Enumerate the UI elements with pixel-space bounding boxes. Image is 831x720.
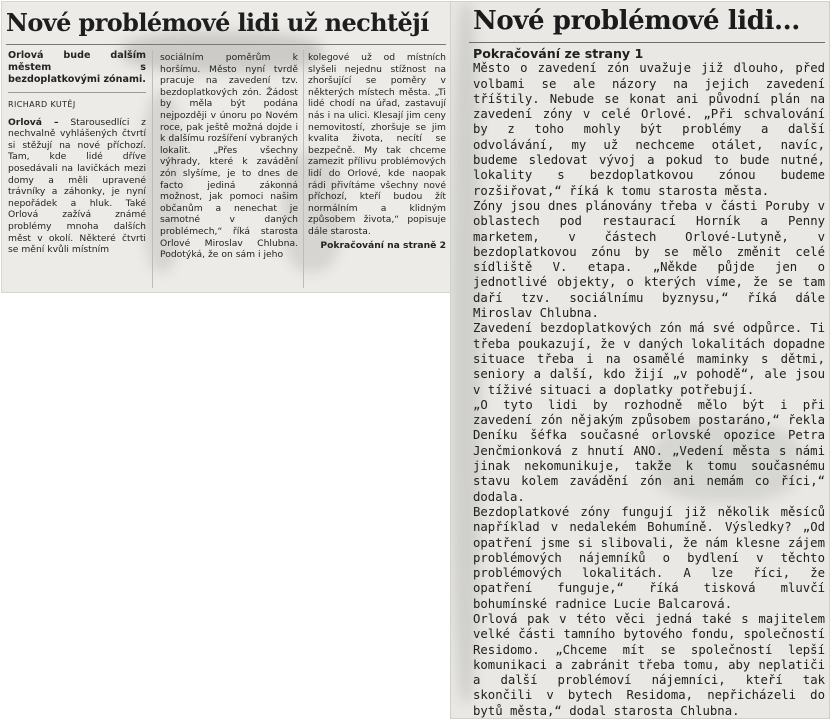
left-column-3 [308, 52, 446, 251]
headline-divider [469, 42, 825, 43]
paragraph: Město o zavedení zón uvažuje již dlouho, před volbami se ale názory na jejich zavedení tříštily. Nebude se konat ani původní plán na zavedení zóny v celé Orlové. „Při schvalování by z toho mohly být problémy a další odvolávání, my už nechceme otálet, navíc, budeme sledovat vývoj a pokud to bude nutné, lokality s bezdoplatkovou zónou budeme rozšiřovat,“ říká k tomu starosta města. [473, 61, 825, 198]
left-clipping [2, 2, 450, 292]
column-divider [303, 50, 304, 288]
intro-divider [8, 92, 146, 93]
headline-divider [6, 44, 446, 45]
paragraph: „O tyto lidi by rozhodně mělo být i při zavedení zón nějakým způsobem postaráno,“ řekla Deníku šéfka současné orlovské opozice Petra Jenčmionková z hnutí ANO. „Vedení města s námi jinak nekomunikuje, takže k tomu současnému stavu kolem zavádění zón ani nemám co říci,“ dodala. [473, 397, 825, 504]
article-intro: Orlová bude dalším městem s bezdoplatkovými zónami. [8, 50, 146, 85]
left-headline: Nové problémové lidi už nechtějí [6, 8, 429, 37]
right-headline: Nové problémové lidi... [473, 6, 800, 36]
author-byline: RICHARD KUTĚJ [8, 100, 76, 109]
column-divider [152, 50, 153, 288]
column-1-body: Starousedlíci z nechvalně vyhlášených čtvrtí si stěžují na nové příchozí. Tam, kde lidé dříve posedávali na lavičkách mezi domy a měli upravené trávníky a záhonky, je nyní nepořádek a hluk. Také Orlová zažívá známé problémy mnoha dalších měst v okolí. Některé čtvrti se mění kvůli místním [8, 116, 146, 256]
left-column-2: sociálním poměrům k horšímu. Město nyní tvrdě pracuje na zavedení tzv. bezdoplatkových zón. Žádost by měla být podána nejpozději v únoru po Novém roce, pak ještě možná dojde i k dalšímu rozšíření vybraných lokalit. „Přes všechny výhrady, které k zavádění zón slyšíme, je to dnes de facto jediná zákonná možnost, jak pomoci našim občanům a nenechat je samotné v daných problémech,“ říká starosta Orlové Miroslav Chlubna. Podotýká, že on sám i jeho [160, 52, 298, 261]
continued-from-label: Pokračování ze strany 1 [473, 46, 644, 61]
paragraph: Orlová pak v této věci jedná také s majitelem velké části tamního bytového fondu, společností Residomo. „Chceme mít se společností lepší komunikaci a zabránit třeba tomu, aby neplatiči a další problémoví nájemníci, kteří tak skončili v bytech Residoma, nepřicházeli do bytů města,“ dodal starosta Chlubna. [473, 611, 825, 718]
right-article-body [473, 46, 825, 718]
paragraph: Zóny jsou dnes plánovány třeba v části Poruby v oblastech pod restaurací Horník a Penny marketem, v částech Orlové-Lutyně, v bezdoplatkovou zónu by se mělo změnit celé sídliště V. etapa. „Někde půjde jen o jednotlivé objekty, o kterých víme, že se tam daří tzv. sociálnímu byznysu,“ říká dále Miroslav Chlubna. [473, 198, 825, 321]
left-column-1 [8, 50, 146, 256]
right-clipping [451, 2, 829, 718]
continued-on-label: Pokračování na straně 2 [320, 239, 446, 251]
dateline: Orlová – [8, 116, 59, 128]
column-3-body: kolegové už od místních slyšeli nejednu stížnost na zhoršující se poměry v některých místech města. „Ti lidé chodí na úřad, zastavují nás i na ulici. Klesají jim ceny nemovitostí, zhoršuje se jim kvalita života, necítí se bezpečně. My tak chceme zamezit přílivu problémových lidí do Orlové, kde naopak rádi přivítáme všechny nové příchozí, kteří budou žít normálním a klidným způsobem života,“ popisuje dále starosta. [308, 52, 446, 237]
column-1-text [8, 117, 146, 256]
paragraph: Zavedení bezdoplatkových zón má své odpůrce. Ti třeba poukazují, že v daných lokalitách dopadne situace třeba i na osamělé maminky s dětmi, seniory a další, kdo žijí „v pohodě“, ale jsou v tíživé situaci a doplatky potřebují. [473, 321, 825, 397]
paragraph: Bezdoplatkové zóny fungují již několik měsíců například v nedalekém Bohumíně. Výsledky? „Od opatření jsme si slibovali, že nám klesne zájem problémových nájemníků o bydlení v těchto problémových lokalitách. A lze říci, že opatření funguje,“ říká tisková mluvčí bohumínské radnice Lucie Balcarová. [473, 504, 825, 611]
